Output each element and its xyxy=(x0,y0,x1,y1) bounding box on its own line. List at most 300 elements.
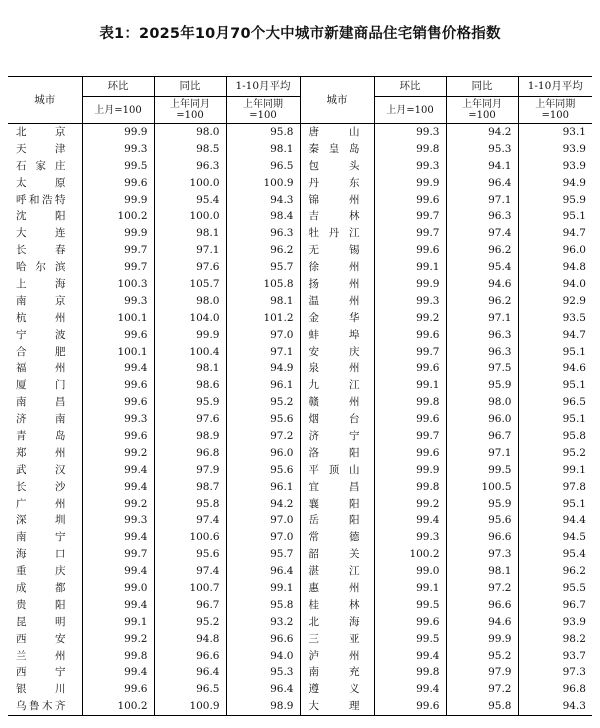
ytd-value-left: 95.6 xyxy=(226,462,300,479)
city-name-left: 西安 xyxy=(16,632,66,645)
ytd-value-right: 94.7 xyxy=(518,225,592,242)
city-name-left: 乌鲁木齐 xyxy=(8,698,82,715)
city-name-left: 南宁 xyxy=(16,531,66,544)
table-row xyxy=(8,192,592,209)
table-row xyxy=(8,208,592,225)
mom-value-left: 99.4 xyxy=(82,597,154,614)
mom-value-right: 99.8 xyxy=(374,665,446,682)
mom-value-left: 99.9 xyxy=(82,124,154,141)
mom-value-right: 99.9 xyxy=(374,276,446,293)
table-row xyxy=(8,293,592,310)
city-name-right: 唐山 xyxy=(300,124,374,141)
table-row xyxy=(8,225,592,242)
city-name-right: 三亚 xyxy=(300,631,374,648)
mom-value-right: 99.1 xyxy=(374,580,446,597)
mom-value-right: 99.6 xyxy=(374,242,446,259)
city-name-left: 南京 xyxy=(16,294,66,307)
city-name-left: 北京 xyxy=(16,125,66,138)
city-name-left: 长春 xyxy=(16,244,66,257)
city-name-left: 太原 xyxy=(16,176,66,189)
city-name-right: 桂林 xyxy=(300,597,374,614)
mom-value-left: 99.7 xyxy=(82,259,154,276)
table-row xyxy=(8,496,592,513)
city-name-left: 西宁 xyxy=(16,666,66,679)
city-name-right: 泉州 xyxy=(300,360,374,377)
yoy-value-left: 95.6 xyxy=(154,546,226,563)
ytd-value-left: 96.0 xyxy=(226,445,300,462)
ytd-value-right: 94.5 xyxy=(518,529,592,546)
table-row xyxy=(8,445,592,462)
ytd-value-right: 92.9 xyxy=(518,293,592,310)
city-name-right: 吉林 xyxy=(300,208,374,225)
mom-value-left: 99.9 xyxy=(82,225,154,242)
yoy-base-left: 上年同月 =100 xyxy=(154,97,226,124)
yoy-value-right: 96.7 xyxy=(446,428,518,445)
mom-value-left: 99.7 xyxy=(82,242,154,259)
yoy-value-right: 99.5 xyxy=(446,462,518,479)
city-name-right: 岳阳 xyxy=(300,512,374,529)
mom-value-left: 99.2 xyxy=(82,631,154,648)
ytd-value-right: 95.9 xyxy=(518,192,592,209)
yoy-value-left: 97.4 xyxy=(154,563,226,580)
city-name-left: 呼和浩特 xyxy=(16,193,66,206)
mom-value-left: 99.2 xyxy=(82,445,154,462)
ytd-value-left: 94.3 xyxy=(226,192,300,209)
ytd-value-right: 93.7 xyxy=(518,648,592,665)
city-name-right: 徐州 xyxy=(300,259,374,276)
ytd-value-left: 105.8 xyxy=(226,276,300,293)
ytd-value-right: 95.4 xyxy=(518,546,592,563)
mom-value-left: 99.7 xyxy=(82,546,154,563)
ytd-header-left: 1-10月平均 xyxy=(226,77,300,97)
mom-value-left: 100.1 xyxy=(82,344,154,361)
yoy-value-left: 95.8 xyxy=(154,496,226,513)
ytd-header-right: 1-10月平均 xyxy=(518,77,592,97)
city-name-left: 宁波 xyxy=(16,328,66,341)
ytd-value-left: 96.2 xyxy=(226,242,300,259)
ytd-value-right: 94.9 xyxy=(518,175,592,192)
city-name-left: 济南 xyxy=(16,413,66,426)
city-name-right: 赣州 xyxy=(300,394,374,411)
mom-value-right: 99.7 xyxy=(374,225,446,242)
yoy-value-left: 100.0 xyxy=(154,175,226,192)
yoy-value-left: 96.7 xyxy=(154,597,226,614)
yoy-value-right: 96.0 xyxy=(446,411,518,428)
mom-value-right: 99.5 xyxy=(374,597,446,614)
city-name-right: 平顶山 xyxy=(300,462,374,479)
city-name-right: 烟台 xyxy=(300,411,374,428)
mom-value-right: 99.1 xyxy=(374,259,446,276)
yoy-value-right: 100.5 xyxy=(446,479,518,496)
table-row xyxy=(8,512,592,529)
ytd-value-right: 95.8 xyxy=(518,428,592,445)
mom-value-right: 99.6 xyxy=(374,192,446,209)
city-name-left: 大连 xyxy=(16,227,66,240)
city-name-right: 扬州 xyxy=(300,276,374,293)
ytd-value-left: 95.7 xyxy=(226,259,300,276)
mom-value-left: 99.6 xyxy=(82,394,154,411)
city-name-right: 金华 xyxy=(300,310,374,327)
ytd-value-left: 96.1 xyxy=(226,377,300,394)
city-name-left: 昆明 xyxy=(16,615,66,628)
mom-value-right: 99.7 xyxy=(374,344,446,361)
table-row xyxy=(8,665,592,682)
yoy-value-left: 97.9 xyxy=(154,462,226,479)
mom-value-right: 99.7 xyxy=(374,208,446,225)
mom-value-left: 99.8 xyxy=(82,648,154,665)
yoy-value-right: 97.9 xyxy=(446,665,518,682)
city-name-right: 九江 xyxy=(300,377,374,394)
city-name-left: 沈阳 xyxy=(16,210,66,223)
mom-value-right: 99.4 xyxy=(374,648,446,665)
city-name-left: 成都 xyxy=(16,581,66,594)
ytd-value-left: 100.9 xyxy=(226,175,300,192)
ytd-value-left: 95.2 xyxy=(226,394,300,411)
city-name-right: 无锡 xyxy=(300,242,374,259)
yoy-value-right: 95.6 xyxy=(446,512,518,529)
yoy-value-left: 98.7 xyxy=(154,479,226,496)
city-name-right: 丹东 xyxy=(300,175,374,192)
table-row xyxy=(8,546,592,563)
ytd-value-right: 95.1 xyxy=(518,208,592,225)
yoy-header-right: 同比 xyxy=(446,77,518,97)
city-name-right: 宜昌 xyxy=(300,479,374,496)
yoy-value-left: 96.4 xyxy=(154,665,226,682)
ytd-value-left: 97.0 xyxy=(226,529,300,546)
yoy-value-right: 95.4 xyxy=(446,259,518,276)
mom-value-left: 99.5 xyxy=(82,158,154,175)
mom-value-right: 99.6 xyxy=(374,445,446,462)
city-name-right: 南充 xyxy=(300,665,374,682)
mom-value-right: 99.2 xyxy=(374,310,446,327)
table-row xyxy=(8,479,592,496)
yoy-value-left: 105.7 xyxy=(154,276,226,293)
city-name-left: 南昌 xyxy=(16,396,66,409)
yoy-value-right: 95.3 xyxy=(446,141,518,158)
ytd-value-left: 96.1 xyxy=(226,479,300,496)
city-name-left: 贵阳 xyxy=(16,598,66,611)
yoy-value-left: 98.9 xyxy=(154,428,226,445)
ytd-value-right: 93.9 xyxy=(518,158,592,175)
ytd-value-left: 94.2 xyxy=(226,496,300,513)
mom-value-right: 99.9 xyxy=(374,462,446,479)
mom-value-left: 99.0 xyxy=(82,580,154,597)
table-row xyxy=(8,310,592,327)
city-name-right: 安庆 xyxy=(300,344,374,361)
city-name-left: 哈尔滨 xyxy=(16,261,66,274)
yoy-value-right: 97.2 xyxy=(446,681,518,698)
mom-value-left: 99.6 xyxy=(82,681,154,698)
city-name-left: 合肥 xyxy=(16,345,66,358)
ytd-value-right: 97.3 xyxy=(518,665,592,682)
city-name-right: 韶关 xyxy=(300,546,374,563)
city-name-right: 襄阳 xyxy=(300,496,374,513)
table-row xyxy=(8,462,592,479)
city-name-left: 武汉 xyxy=(16,463,66,476)
yoy-value-right: 98.1 xyxy=(446,563,518,580)
city-name-left: 兰州 xyxy=(16,649,66,662)
mom-value-right: 99.4 xyxy=(374,512,446,529)
yoy-value-left: 99.9 xyxy=(154,327,226,344)
mom-value-right: 99.8 xyxy=(374,141,446,158)
table-row xyxy=(8,631,592,648)
city-name-right: 包头 xyxy=(300,158,374,175)
mom-value-right: 99.6 xyxy=(374,698,446,715)
yoy-value-right: 97.5 xyxy=(446,360,518,377)
city-name-left: 杭州 xyxy=(16,311,66,324)
yoy-value-left: 97.6 xyxy=(154,259,226,276)
mom-value-left: 99.3 xyxy=(82,141,154,158)
table-row xyxy=(8,597,592,614)
table-row xyxy=(8,360,592,377)
city-name-right: 湛江 xyxy=(300,563,374,580)
yoy-base-right: 上年同月 =100 xyxy=(446,97,518,124)
yoy-value-left: 98.0 xyxy=(154,124,226,141)
yoy-value-left: 97.1 xyxy=(154,242,226,259)
table-row xyxy=(8,276,592,293)
ytd-value-right: 94.3 xyxy=(518,698,592,715)
city-name-right: 蚌埠 xyxy=(300,327,374,344)
mom-value-left: 99.4 xyxy=(82,360,154,377)
mom-value-right: 99.6 xyxy=(374,411,446,428)
mom-header-left: 环比 xyxy=(82,77,154,97)
ytd-value-right: 93.5 xyxy=(518,310,592,327)
mom-value-right: 99.8 xyxy=(374,394,446,411)
ytd-value-left: 97.0 xyxy=(226,327,300,344)
table-row xyxy=(8,614,592,631)
yoy-value-left: 100.6 xyxy=(154,529,226,546)
mom-value-left: 100.3 xyxy=(82,276,154,293)
ytd-value-left: 94.0 xyxy=(226,648,300,665)
table-row xyxy=(8,394,592,411)
mom-value-left: 99.3 xyxy=(82,512,154,529)
yoy-value-left: 95.9 xyxy=(154,394,226,411)
yoy-value-right: 97.1 xyxy=(446,445,518,462)
ytd-value-left: 95.3 xyxy=(226,665,300,682)
yoy-value-right: 96.6 xyxy=(446,529,518,546)
mom-value-left: 99.6 xyxy=(82,428,154,445)
yoy-value-left: 97.6 xyxy=(154,411,226,428)
yoy-value-right: 94.2 xyxy=(446,124,518,141)
city-name-right: 秦皇岛 xyxy=(300,141,374,158)
mom-value-right: 99.1 xyxy=(374,377,446,394)
city-name-left: 福州 xyxy=(16,362,66,375)
yoy-value-left: 100.7 xyxy=(154,580,226,597)
ytd-value-right: 95.1 xyxy=(518,344,592,361)
ytd-value-right: 95.1 xyxy=(518,496,592,513)
city-name-left: 厦门 xyxy=(16,379,66,392)
ytd-value-left: 96.4 xyxy=(226,681,300,698)
ytd-value-right: 93.1 xyxy=(518,124,592,141)
table-row xyxy=(8,344,592,361)
yoy-value-left: 98.0 xyxy=(154,293,226,310)
mom-value-right: 99.3 xyxy=(374,158,446,175)
ytd-value-right: 94.4 xyxy=(518,512,592,529)
yoy-value-left: 96.3 xyxy=(154,158,226,175)
city-name-left: 郑州 xyxy=(16,446,66,459)
ytd-value-left: 97.2 xyxy=(226,428,300,445)
yoy-value-right: 96.3 xyxy=(446,327,518,344)
yoy-value-left: 94.8 xyxy=(154,631,226,648)
mom-value-right: 99.4 xyxy=(374,681,446,698)
table-row xyxy=(8,681,592,698)
mom-value-left: 99.2 xyxy=(82,496,154,513)
city-name-right: 常德 xyxy=(300,529,374,546)
ytd-value-left: 95.8 xyxy=(226,124,300,141)
yoy-value-left: 100.0 xyxy=(154,208,226,225)
yoy-value-right: 98.0 xyxy=(446,394,518,411)
city-name-left: 海口 xyxy=(16,548,66,561)
mom-value-left: 99.6 xyxy=(82,175,154,192)
mom-value-left: 99.4 xyxy=(82,529,154,546)
ytd-value-left: 96.6 xyxy=(226,631,300,648)
ytd-value-right: 98.2 xyxy=(518,631,592,648)
city-name-left: 深圳 xyxy=(16,514,66,527)
city-name-right: 北海 xyxy=(300,614,374,631)
yoy-value-left: 98.5 xyxy=(154,141,226,158)
ytd-value-left: 97.0 xyxy=(226,512,300,529)
ytd-value-right: 95.5 xyxy=(518,580,592,597)
city-name-right: 牡丹江 xyxy=(300,225,374,242)
yoy-value-right: 97.4 xyxy=(446,225,518,242)
mom-value-left: 99.4 xyxy=(82,665,154,682)
ytd-value-left: 101.2 xyxy=(226,310,300,327)
ytd-value-right: 96.2 xyxy=(518,563,592,580)
city-name-right: 大理 xyxy=(300,698,374,715)
ytd-value-left: 95.8 xyxy=(226,597,300,614)
yoy-value-right: 95.9 xyxy=(446,496,518,513)
ytd-base-right: 上年同期 =100 xyxy=(518,97,592,124)
yoy-value-right: 97.1 xyxy=(446,192,518,209)
yoy-value-right: 96.3 xyxy=(446,344,518,361)
table-row xyxy=(8,141,592,158)
table-row xyxy=(8,411,592,428)
yoy-value-right: 96.6 xyxy=(446,597,518,614)
ytd-value-left: 94.9 xyxy=(226,360,300,377)
mom-value-left: 99.4 xyxy=(82,462,154,479)
yoy-value-right: 95.8 xyxy=(446,698,518,715)
ytd-value-right: 94.0 xyxy=(518,276,592,293)
ytd-value-right: 96.8 xyxy=(518,681,592,698)
yoy-value-right: 95.2 xyxy=(446,648,518,665)
yoy-value-right: 97.1 xyxy=(446,310,518,327)
yoy-value-left: 98.1 xyxy=(154,225,226,242)
ytd-value-right: 97.8 xyxy=(518,479,592,496)
mom-value-left: 99.1 xyxy=(82,614,154,631)
mom-value-left: 99.9 xyxy=(82,192,154,209)
ytd-value-right: 95.2 xyxy=(518,445,592,462)
city-name-left: 银川 xyxy=(16,683,66,696)
city-name-left: 青岛 xyxy=(16,429,66,442)
mom-value-right: 99.6 xyxy=(374,360,446,377)
yoy-value-left: 98.1 xyxy=(154,360,226,377)
ytd-value-left: 97.1 xyxy=(226,344,300,361)
yoy-value-left: 104.0 xyxy=(154,310,226,327)
mom-value-right: 99.6 xyxy=(374,614,446,631)
mom-value-left: 99.3 xyxy=(82,411,154,428)
price-index-table xyxy=(8,76,592,716)
yoy-value-right: 97.2 xyxy=(446,580,518,597)
table-row xyxy=(8,377,592,394)
table-row xyxy=(8,529,592,546)
ytd-value-left: 99.1 xyxy=(226,580,300,597)
ytd-value-left: 95.6 xyxy=(226,411,300,428)
city-name-right: 泸州 xyxy=(300,648,374,665)
yoy-value-right: 94.6 xyxy=(446,276,518,293)
yoy-header-left: 同比 xyxy=(154,77,226,97)
yoy-value-left: 96.8 xyxy=(154,445,226,462)
city-name-left: 重庆 xyxy=(16,565,66,578)
mom-value-left: 99.3 xyxy=(82,293,154,310)
yoy-value-left: 96.6 xyxy=(154,648,226,665)
table-row xyxy=(8,428,592,445)
city-name-right: 济宁 xyxy=(300,428,374,445)
mom-value-right: 99.9 xyxy=(374,175,446,192)
mom-value-right: 99.0 xyxy=(374,563,446,580)
mom-value-right: 99.3 xyxy=(374,124,446,141)
ytd-value-left: 98.1 xyxy=(226,293,300,310)
table-row xyxy=(8,259,592,276)
yoy-value-right: 94.1 xyxy=(446,158,518,175)
table-row xyxy=(8,580,592,597)
ytd-value-right: 94.6 xyxy=(518,360,592,377)
ytd-base-left: 上年同期 =100 xyxy=(226,97,300,124)
mom-value-left: 99.4 xyxy=(82,479,154,496)
city-name-left: 天津 xyxy=(16,142,66,155)
ytd-value-left: 96.5 xyxy=(226,158,300,175)
yoy-value-left: 97.4 xyxy=(154,512,226,529)
yoy-value-right: 94.6 xyxy=(446,614,518,631)
mom-value-left: 100.2 xyxy=(82,208,154,225)
mom-base-right: 上月=100 xyxy=(374,97,446,124)
city-name-right: 温州 xyxy=(300,293,374,310)
ytd-value-right: 95.1 xyxy=(518,411,592,428)
table-row xyxy=(8,158,592,175)
ytd-value-right: 93.9 xyxy=(518,614,592,631)
ytd-value-left: 98.9 xyxy=(226,698,300,715)
yoy-value-left: 95.4 xyxy=(154,192,226,209)
mom-value-right: 99.6 xyxy=(374,327,446,344)
yoy-value-right: 95.9 xyxy=(446,377,518,394)
city-name-right: 洛阳 xyxy=(300,445,374,462)
mom-value-right: 99.5 xyxy=(374,631,446,648)
table-row xyxy=(8,327,592,344)
ytd-value-left: 95.7 xyxy=(226,546,300,563)
mom-value-right: 100.2 xyxy=(374,546,446,563)
mom-value-left: 100.2 xyxy=(82,698,154,715)
mom-value-right: 99.3 xyxy=(374,293,446,310)
ytd-value-left: 96.3 xyxy=(226,225,300,242)
mom-value-right: 99.7 xyxy=(374,428,446,445)
mom-value-right: 99.3 xyxy=(374,529,446,546)
yoy-value-left: 100.9 xyxy=(154,698,226,715)
yoy-value-left: 95.2 xyxy=(154,614,226,631)
ytd-value-left: 98.4 xyxy=(226,208,300,225)
mom-header-right: 环比 xyxy=(374,77,446,97)
yoy-value-left: 98.6 xyxy=(154,377,226,394)
ytd-value-left: 93.2 xyxy=(226,614,300,631)
mom-value-left: 99.4 xyxy=(82,563,154,580)
yoy-value-right: 96.3 xyxy=(446,208,518,225)
ytd-value-left: 98.1 xyxy=(226,141,300,158)
city-name-right: 锦州 xyxy=(300,192,374,209)
table-row xyxy=(8,242,592,259)
ytd-value-right: 96.0 xyxy=(518,242,592,259)
mom-value-left: 99.6 xyxy=(82,377,154,394)
city-name-left: 长沙 xyxy=(16,480,66,493)
city-name-right: 惠州 xyxy=(300,580,374,597)
mom-value-right: 99.2 xyxy=(374,496,446,513)
